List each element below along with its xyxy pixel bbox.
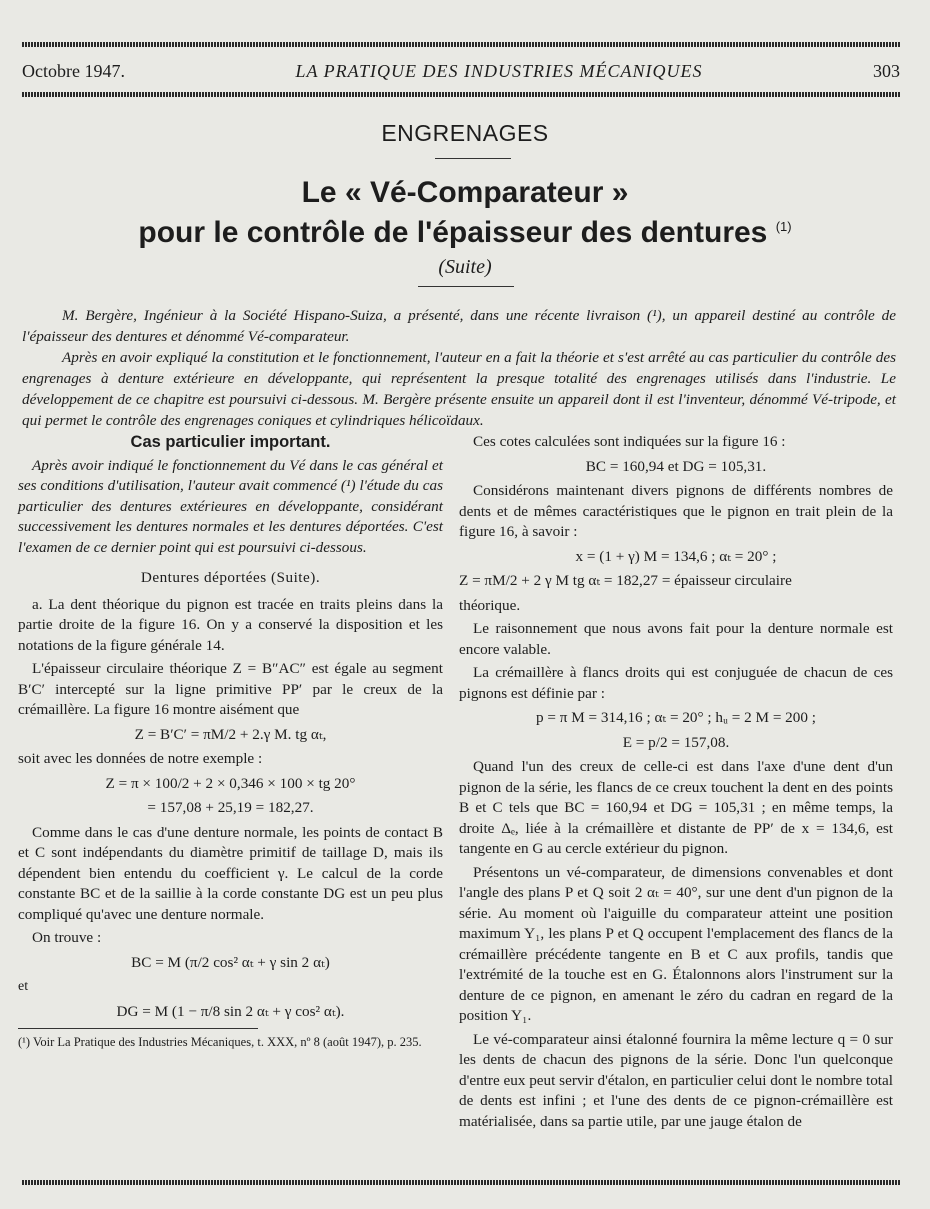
formula-bc: BC = M (π/2 cos² αₜ + γ sin 2 αₜ) xyxy=(131,953,330,971)
article-title-line1: Le « Vé-Comparateur » xyxy=(301,176,629,209)
intro-paragraph: Après en avoir expliqué la constitution et le fonctionnement, l'auteur en a fait la théorie et s'est arrêté au cas particulier du contrôle des engrenages à denture extérieure en développante, qui représentent la presque totalité des engrenages utilisés dans l'industrie. Le développement de ce chapitre est poursuivi ci-dessous. M. Bergère présente ensuite un appareil dont il est l'inventeur, dénommé Vé-tripode, et qui permet le contrôle des engrenages coniques et cylindriques hélicoïdaux. xyxy=(22,349,896,429)
right-column xyxy=(459,432,893,1135)
formula: = 157,08 + 25,19 = 182,27. xyxy=(147,799,314,816)
section-rule xyxy=(435,158,511,159)
body-paragraph: Comme dans le cas d'une denture normale, les points de contact B et C sont indépendants du diamètre primitif de taillage D, mais ils dépendent bien entendu du coefficient γ. Le calcul de la corde constante BC et de la saillie à la corde constante DG est un peu plus compliqué qu'avec une denture normale. xyxy=(18,823,443,923)
subsection-heading: Dentures déportées (Suite). xyxy=(140,569,321,586)
footnote: (¹) Voir La Pratique des Industries Mécaniques, t. XXX, nº 8 (août 1947), p. 235. xyxy=(18,1035,422,1049)
body-paragraph: Ces cotes calculées sont indiquées sur la figure 16 : xyxy=(473,433,786,450)
formula-dg: DG = M (1 − π/8 sin 2 αₜ + γ cos² αₜ). xyxy=(116,1002,345,1020)
body-paragraph: Le vé-comparateur ainsi étalonné fournira la même lecture q = 0 sur les dents de chacun des pignons de la série. Donc l'un quelconque d'entre eux peut servir d'étalon, en particulier celui dont le nombre total de dents est infini ; et l'une des dents de ce pignon-crémaillère est matérialisée, dans sa partie utile, par une jauge étalon de xyxy=(459,1030,893,1130)
journal-title: LA PRATIQUE DES INDUSTRIES MÉCANIQUES xyxy=(295,60,703,81)
body-paragraph: On trouve : xyxy=(32,929,102,946)
body-paragraph: Présentons un vé-comparateur, de dimensions convenables et dont l'angle des plans P et Q soit 2 αₜ = 40°, sur une dent d'un pignon de la série. Au moment où l'aiguille du comparateur atteint une position maximum Y₁, les plans P et Q occupent l'emplacement des flancs de la crémaillère précédente tangente en B et C aux profils, tandis que l'extrémité de la touche est en G. Étalonnons alors l'instrument sur la denture de ce pignon, en amenant le zéro du cadran en regard de la position Y₁. xyxy=(459,863,893,1024)
body-paragraph: L'épaisseur circulaire théorique Z = B″AC″ est égale au segment B′C′ intercepté sur la ligne primitive PP′ par le creux de la crémaillère. La figure 16 montre aisément que xyxy=(18,660,443,718)
article-title-text: pour le contrôle de l'épaisseur des dentures xyxy=(138,216,768,249)
intro-paragraph: M. Bergère, Ingénieur à la Société Hispano-Suiza, a présenté, dans une récente livraison (¹), un appareil destiné au contrôle de l'épaisseur des dentures et dénommé Vé-comparateur. xyxy=(22,307,896,345)
formula: E = p/2 = 157,08. xyxy=(622,733,730,751)
left-column xyxy=(18,432,443,1053)
footnote-rule xyxy=(18,1028,258,1029)
body-paragraph: théorique. xyxy=(459,596,521,614)
title-rule xyxy=(418,286,514,287)
section-heading: Cas particulier important. xyxy=(130,433,331,451)
conjunction-et: et xyxy=(18,979,29,994)
formula: Z = B′C′ = πM/2 + 2.γ M. tg αₜ, xyxy=(134,725,327,743)
running-header xyxy=(22,56,900,86)
body-paragraph: La crémaillère à flancs droits qui est conjuguée de chacun de ces pignons est définie par : xyxy=(459,664,893,702)
formula: x = (1 + γ) M = 134,6 ; αₜ = 20° ; xyxy=(575,547,777,565)
formula: p = π M = 314,16 ; αₜ = 20° ; hᵤ = 2 M = 200 ; xyxy=(536,709,816,726)
body-paragraph: a. La dent théorique du pignon est tracée en traits pleins dans la partie droite de la figure 16. On y a conservé la disposition et les notations de la figure générale 14. xyxy=(18,595,443,654)
body-paragraph: Le raisonnement que nous avons fait pour la denture normale est encore valable. xyxy=(459,620,893,658)
intro-block xyxy=(22,305,896,431)
abstract-paragraph: Après avoir indiqué le fonctionnement du Vé dans le cas général et ses conditions d'utilisation, l'auteur avait commencé (¹) l'étude du cas particulier des dentures extérieures en développante, considérant successivement les dentures normales et les dentures déportées. C'est l'examen de ce dernier point qui est poursuivi ci-dessous. xyxy=(18,456,443,556)
header-top-rule xyxy=(22,42,900,47)
page-number: 303 xyxy=(872,60,900,81)
header-bottom-rule xyxy=(22,92,900,97)
formula: BC = 160,94 et DG = 105,31. xyxy=(585,457,767,475)
title-footnote-mark: (1) xyxy=(775,219,792,234)
article-title-line2 xyxy=(0,216,930,250)
body-paragraph: Considérons maintenant divers pignons de différents nombres de dents et de mêmes caractéristiques que le pignon en trait plein de la figure 16, à savoir : xyxy=(459,482,893,540)
footer-rule xyxy=(22,1180,900,1185)
section-label: ENGRENAGES xyxy=(381,120,549,146)
article-subtitle: (Suite) xyxy=(438,256,492,278)
formula: Z = πM/2 + 2 γ M tg αₜ = 182,27 = épaisseur circulaire xyxy=(459,572,792,589)
formula: Z = π × 100/2 + 2 × 0,346 × 100 × tg 20° xyxy=(105,774,356,792)
issue-date: Octobre 1947. xyxy=(22,60,125,81)
body-paragraph: Quand l'un des creux de celle-ci est dans l'axe d'une dent d'un pignon de la série, les flancs de ce creux touchent la dent en des points B et C tels que BC = 160,94 et DG = 105,31 ; en même temps, la droite Δₑ, liée à la crémaillère et distante de PP′ de x = 134,6, est tangente en G au cercle extérieur du pignon. xyxy=(459,758,893,857)
body-paragraph: soit avec les données de notre exemple : xyxy=(18,750,263,767)
